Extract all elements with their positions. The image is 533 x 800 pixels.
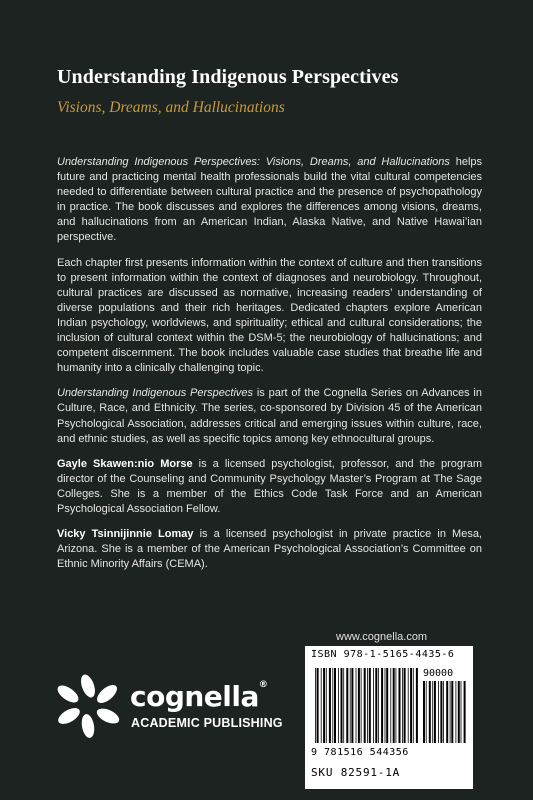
series-paragraph: Understanding Indigenous Perspectives is part of the Cognella Series on Advances in Culture, Race, and Ethnicity. The series, co-sponsored by Division 45 of the American Psychological Association, addresses critical and emerging issues within culture, race, and ethnic studies, as well as specific topics among key ethnocultural groups. xyxy=(57,387,482,445)
ean-barcode xyxy=(315,668,419,743)
author-name: Vicky Tsinnijinnie Lomay xyxy=(57,528,194,541)
addon-barcode xyxy=(423,681,467,743)
barcode-panel xyxy=(305,646,473,789)
price-code: 90000 xyxy=(423,668,454,679)
sku-label: SKU 82591-1A xyxy=(311,766,401,779)
author-name: Gayle Skawen:nio Morse xyxy=(57,457,193,470)
logo-wordmark: cognella® xyxy=(130,680,268,713)
book-subtitle: Visions, Dreams, and Hallucinations xyxy=(57,99,285,116)
back-cover-description xyxy=(57,155,482,582)
author-bio: Vicky Tsinnijinnie Lomay is a licensed psychologist in private practice in Mesa, Arizona. She is a member of the American Psychological Association’s Committee on Ethnic Minority Affairs (CEMA). xyxy=(57,528,482,571)
publisher-url: www.cognella.com xyxy=(336,631,428,643)
description-paragraph: Each chapter first presents information within the context of culture and then transitions to present information within the context of diagnoses and neurobiology. Throughout, cultural practices are discussed as normative, increasing readers’ understanding of diverse populations and their rich heritages. Dedicated chapters explore American Indian psychology, worldviews, and spirituality; ethical and cultural considerations; the inclusion of cultural context within the DSM-5; the neurobiology of hallucinations; and competent discernment. The book includes valuable case studies that breathe life and humanity into a clinically challenging topic. xyxy=(57,256,482,375)
logo-tagline: ACADEMIC PUBLISHING xyxy=(131,716,283,730)
barcode-number: 9 781516 544356 xyxy=(311,747,409,758)
publisher-logo xyxy=(50,672,283,742)
book-title: Understanding Indigenous Perspectives xyxy=(57,66,399,88)
title-reference: Understanding Indigenous Perspectives xyxy=(57,387,254,400)
isbn-label: ISBN 978-1-5165-4435-6 xyxy=(311,649,455,660)
description-paragraph: Understanding Indigenous Perspectives: Visions, Dreams, and Hallucinations helps future and practicing mental health professionals build the vital cultural competencies needed to differentiate between cultural practice and the presence of psychopathology in practice. The book discusses and explores the differences among visions, dreams, and hallucinations from an American Indian, Alaska Native, and Native Hawai’ian perspective. xyxy=(57,156,483,244)
title-reference: Understanding Indigenous Perspectives: Visions, Dreams, and Hallucinations xyxy=(57,156,450,168)
author-bio: Gayle Skawen:nio Morse is a licensed psychologist, professor, and the program director of the Counseling and Community Psychology Master’s Program at The Sage Colleges. She is a member of the Ethics Code Task Force and an American Psychological Association Fellow. xyxy=(57,457,482,515)
flower-petal-mark-icon xyxy=(50,672,126,738)
